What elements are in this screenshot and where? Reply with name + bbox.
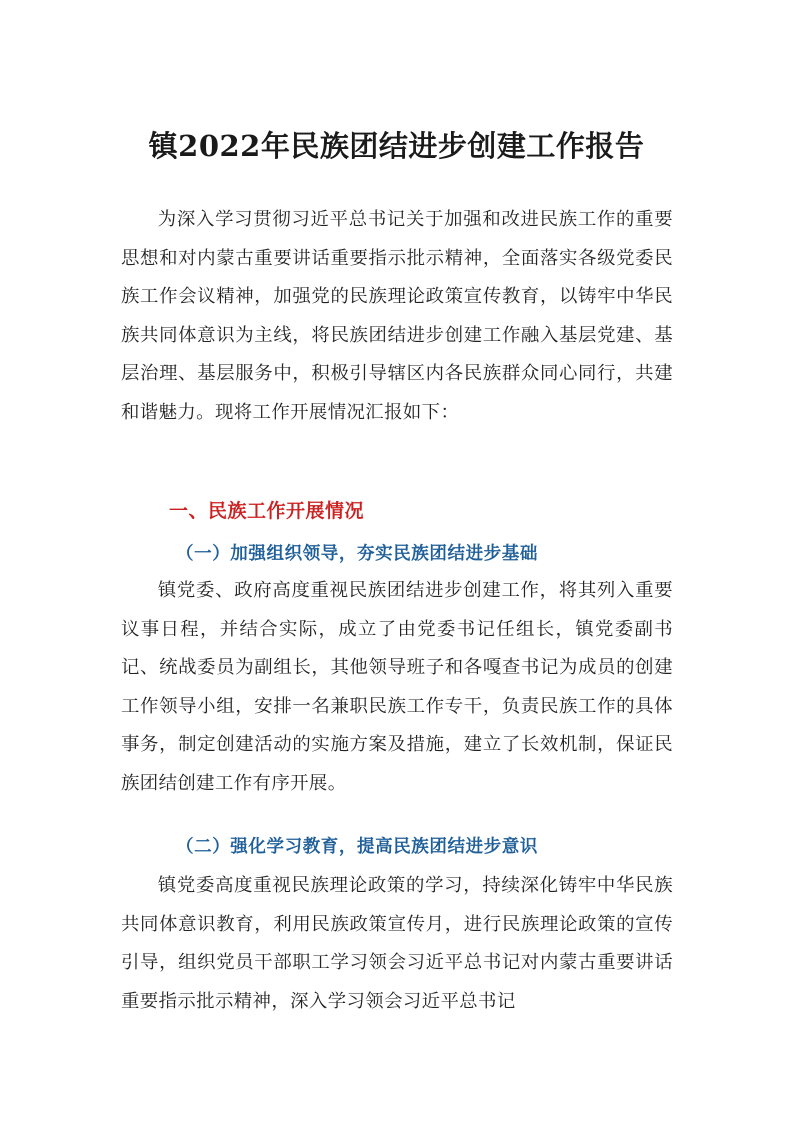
subsection-heading-1: （一）加强组织领导，夯实民族团结进步基础 [176, 544, 538, 564]
intro-paragraph: 为深入学习贯彻习近平总书记关于加强和改进民族工作的重要思想和对内蒙古重要讲话重要指示批示精神，全面落实各级党委民族工作会议精神，加强党的民族理论政策宣传教育，以铸牢中华民族共同体意识为主线，将民族团结进步创建工作融入基层党建、基层治理、基层服务中，积极引导辖区内各民族群众同心同行，共建和谐魅力。现将工作开展情况汇报如下： [121, 209, 673, 423]
subsection-paragraph-1: 镇党委、政府高度重视民族团结进步创建工作，将其列入重要议事日程，并结合实际，成立了由党委书记任组长，镇党委副书记、统战委员为副组长，其他领导班子和各嘎查书记为成员的创建工作领导小组，安排一名兼职民族工作专干，负责民族工作的具体事务，制定创建活动的实施方案及措施，建立了长效机制，保证民族团结创建工作有序开展。 [121, 580, 673, 794]
subsection-heading-2: （二）强化学习教育，提高民族团结进步意识 [176, 837, 538, 857]
section-heading: 一、民族工作开展情况 [169, 500, 365, 522]
document-title: 镇2022年民族团结进步创建工作报告 [148, 129, 645, 163]
subsection-paragraph-2: 镇党委高度重视民族理论政策的学习，持续深化铸牢中华民族共同体意识教育，利用民族政策宣传月，进行民族理论政策的宣传引导，组织党员干部职工学习领会习近平总书记对内蒙古重要讲话重要指示批示精神，深入学习领会习近平总书记 [121, 875, 673, 1012]
